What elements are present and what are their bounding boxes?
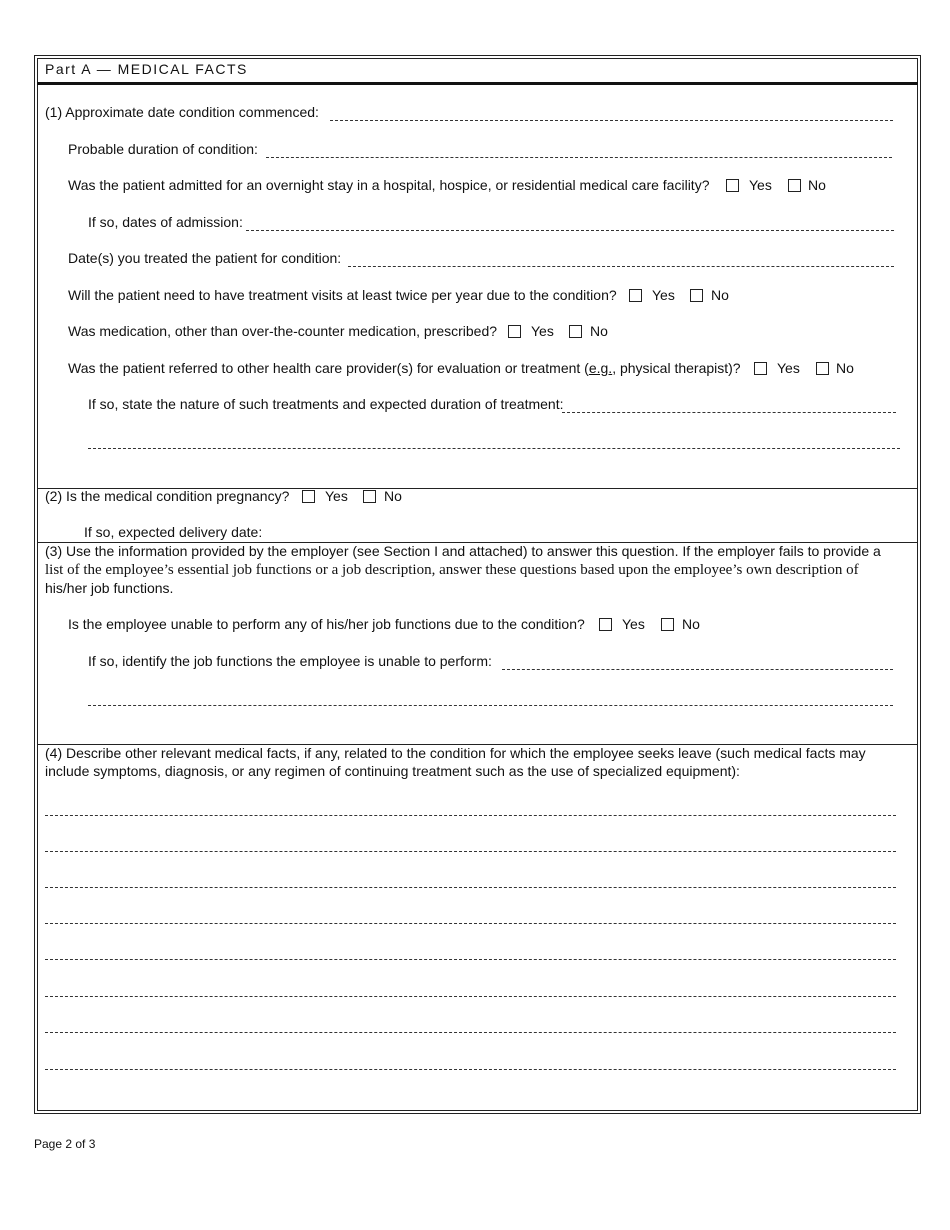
section4-intro-line1: (4) Describe other relevant medical facts, if any, related to the condition for which the employee seeks leave (such medical facts may (45, 745, 866, 761)
other-facts-line-3[interactable] (45, 887, 896, 888)
unable-no-checkbox[interactable] (661, 618, 674, 631)
pregnancy-no-checkbox[interactable] (363, 490, 376, 503)
nature-of-treatments-field[interactable] (562, 412, 896, 413)
label-dates-of-admission: If so, dates of admission: (88, 214, 243, 230)
other-facts-line-5[interactable] (45, 959, 896, 960)
referred-yes-checkbox[interactable] (754, 362, 767, 375)
other-facts-line-8[interactable] (45, 1069, 896, 1070)
nature-of-treatments-field-2[interactable] (88, 448, 900, 449)
overnight-no-checkbox[interactable] (788, 179, 801, 192)
medication-yes-label: Yes (531, 323, 554, 339)
identify-functions-field[interactable] (502, 669, 893, 670)
referred-text-eg: e.g. (588, 360, 613, 376)
label-date-commenced: (1) Approximate date condition commenced: (45, 104, 319, 120)
label-medication: Was medication, other than over-the-counter medication, prescribed? (68, 323, 498, 339)
label-pregnancy: (2) Is the medical condition pregnancy? (45, 488, 290, 504)
label-probable-duration: Probable duration of condition: (68, 141, 258, 157)
referred-no-checkbox[interactable] (816, 362, 829, 375)
section3-intro-line2: list of the employee’s essential job functions or a job description, answer these questions based upon the employee’s own description of (45, 562, 859, 578)
section3-intro-line1: (3) Use the information provided by the employer (see Section I and attached) to answer this question. If the employer fails to provide a (45, 543, 881, 559)
section3-intro-line3: his/her job functions. (45, 580, 174, 596)
dates-treated-field[interactable] (348, 266, 894, 267)
overnight-no-label: No (808, 177, 826, 193)
visits-yes-checkbox[interactable] (629, 289, 642, 302)
label-treatment-visits: Will the patient need to have treatment visits at least twice per year due to the condition? (68, 287, 617, 303)
unable-yes-checkbox[interactable] (599, 618, 612, 631)
other-facts-line-1[interactable] (45, 815, 896, 816)
overnight-yes-label: Yes (749, 177, 772, 193)
probable-duration-field[interactable] (266, 157, 892, 158)
other-facts-line-7[interactable] (45, 1032, 896, 1033)
visits-yes-label: Yes (652, 287, 675, 303)
label-referred (68, 360, 741, 377)
label-unable-to-perform: Is the employee unable to perform any of his/her job functions due to the condition? (68, 616, 585, 632)
unable-yes-label: Yes (622, 616, 645, 632)
section-title: Part A — MEDICAL FACTS (45, 61, 248, 77)
referred-yes-label: Yes (777, 360, 800, 376)
visits-no-checkbox[interactable] (690, 289, 703, 302)
page-number: Page 2 of 3 (34, 1137, 96, 1151)
identify-functions-field-2[interactable] (88, 705, 893, 706)
other-facts-line-2[interactable] (45, 851, 896, 852)
medication-yes-checkbox[interactable] (508, 325, 521, 338)
label-identify-functions: If so, identify the job functions the employee is unable to perform: (88, 653, 492, 669)
date-commenced-field[interactable] (330, 120, 893, 121)
pregnancy-no-label: No (384, 488, 402, 504)
referred-text-post: , physical therapist)? (612, 360, 741, 376)
pregnancy-yes-checkbox[interactable] (302, 490, 315, 503)
pregnancy-yes-label: Yes (325, 488, 348, 504)
other-facts-line-4[interactable] (45, 923, 896, 924)
label-delivery-date: If so, expected delivery date: (84, 524, 263, 540)
referred-text-pre: Was the patient referred to other health care provider(s) for evaluation or treatment ( (68, 360, 589, 376)
header-divider (37, 82, 918, 85)
section4-intro-line2: include symptoms, diagnosis, or any regimen of continuing treatment such as the use of specialized equipment): (45, 763, 740, 779)
visits-no-label: No (711, 287, 729, 303)
label-overnight-stay: Was the patient admitted for an overnight stay in a hospital, hospice, or residential medical care facility? (68, 177, 710, 193)
dates-of-admission-field[interactable] (246, 230, 894, 231)
medication-no-checkbox[interactable] (569, 325, 582, 338)
label-nature-of-treatments: If so, state the nature of such treatments and expected duration of treatment: (88, 396, 564, 412)
medication-no-label: No (590, 323, 608, 339)
label-dates-treated: Date(s) you treated the patient for condition: (68, 250, 342, 266)
unable-no-label: No (682, 616, 700, 632)
overnight-yes-checkbox[interactable] (726, 179, 739, 192)
other-facts-line-6[interactable] (45, 996, 896, 997)
referred-no-label: No (836, 360, 854, 376)
